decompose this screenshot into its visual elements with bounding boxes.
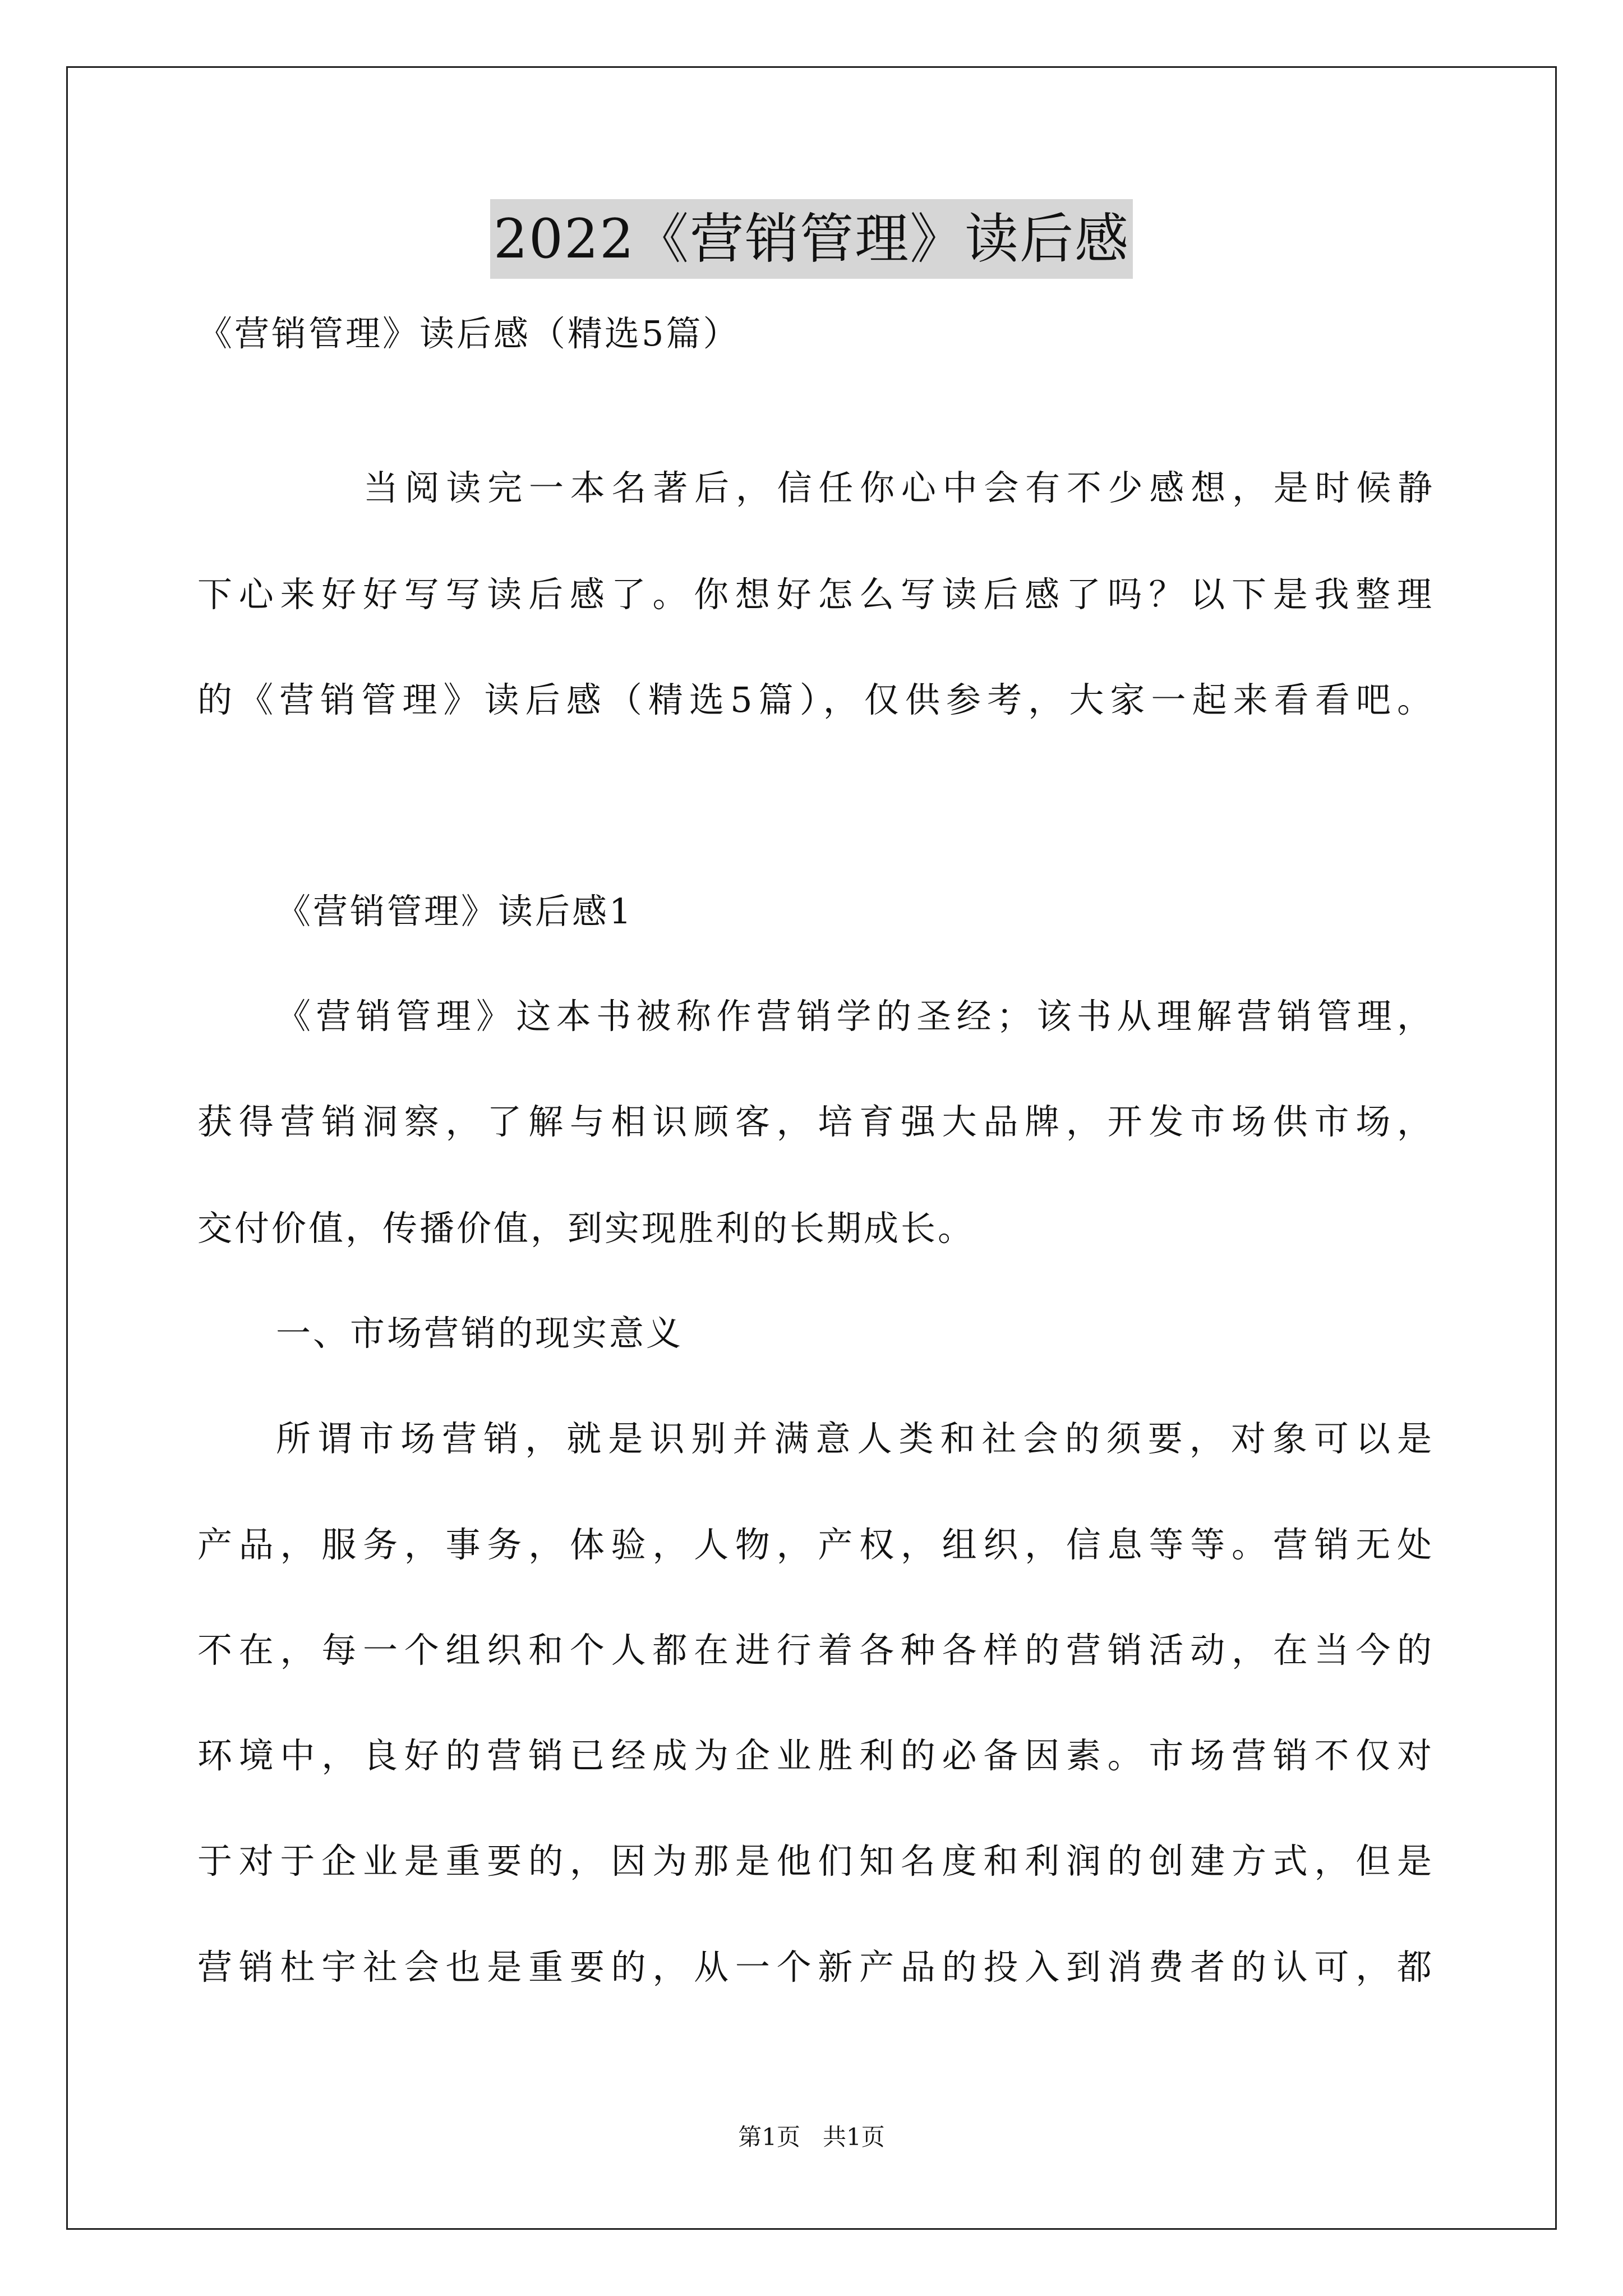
subheading: 一、市场营销的现实意义 xyxy=(276,1313,684,1354)
paragraph-line: 《营销管理》这本书被称作营销学的圣经；该书从理解营销管理， xyxy=(276,996,1434,1037)
intro-line: 下心来好好写写读后感了。你想好怎么写读后感了吗？以下是我整理 xyxy=(197,574,1434,615)
paragraph-line: 环境中，良好的营销已经成为企业胜利的必备因素。市场营销不仅对 xyxy=(197,1735,1434,1776)
paragraph-line: 所谓市场营销，就是识别并满意人类和社会的须要，对象可以是 xyxy=(276,1418,1434,1459)
paragraph-line: 不在，每一个组织和个人都在进行着各种各样的营销活动，在当今的 xyxy=(197,1630,1434,1671)
paragraph-line: 获得营销洞察，了解与相识顾客，培育强大品牌，开发市场供市场， xyxy=(197,1101,1434,1142)
intro-line: 当阅读完一本名著后，信任你心中会有不少感想，是时候静 xyxy=(363,467,1435,508)
section-heading: 《营销管理》读后感1 xyxy=(276,891,634,932)
page-footer: 第1页 共1页 xyxy=(738,2123,885,2151)
title-container xyxy=(0,199,1623,279)
paragraph-line: 交付价值，传播价值，到实现胜利的长期成长。 xyxy=(197,1208,975,1249)
document-subtitle: 《营销管理》读后感（精选5篇） xyxy=(197,313,740,354)
page-border xyxy=(66,66,1557,2230)
intro-line: 的《营销管理》读后感（精选5篇），仅供参考，大家一起来看看吧。 xyxy=(197,679,1434,720)
document-title: 2022《营销管理》读后感 xyxy=(490,199,1133,279)
paragraph-line: 营销杜宇社会也是重要的，从一个新产品的投入到消费者的认可，都 xyxy=(197,1947,1434,1987)
paragraph-line: 于对于企业是重要的，因为那是他们知名度和利润的创建方式，但是 xyxy=(197,1841,1434,1881)
paragraph-line: 产品，服务，事务，体验，人物，产权，组织，信息等等。营销无处 xyxy=(197,1524,1434,1565)
